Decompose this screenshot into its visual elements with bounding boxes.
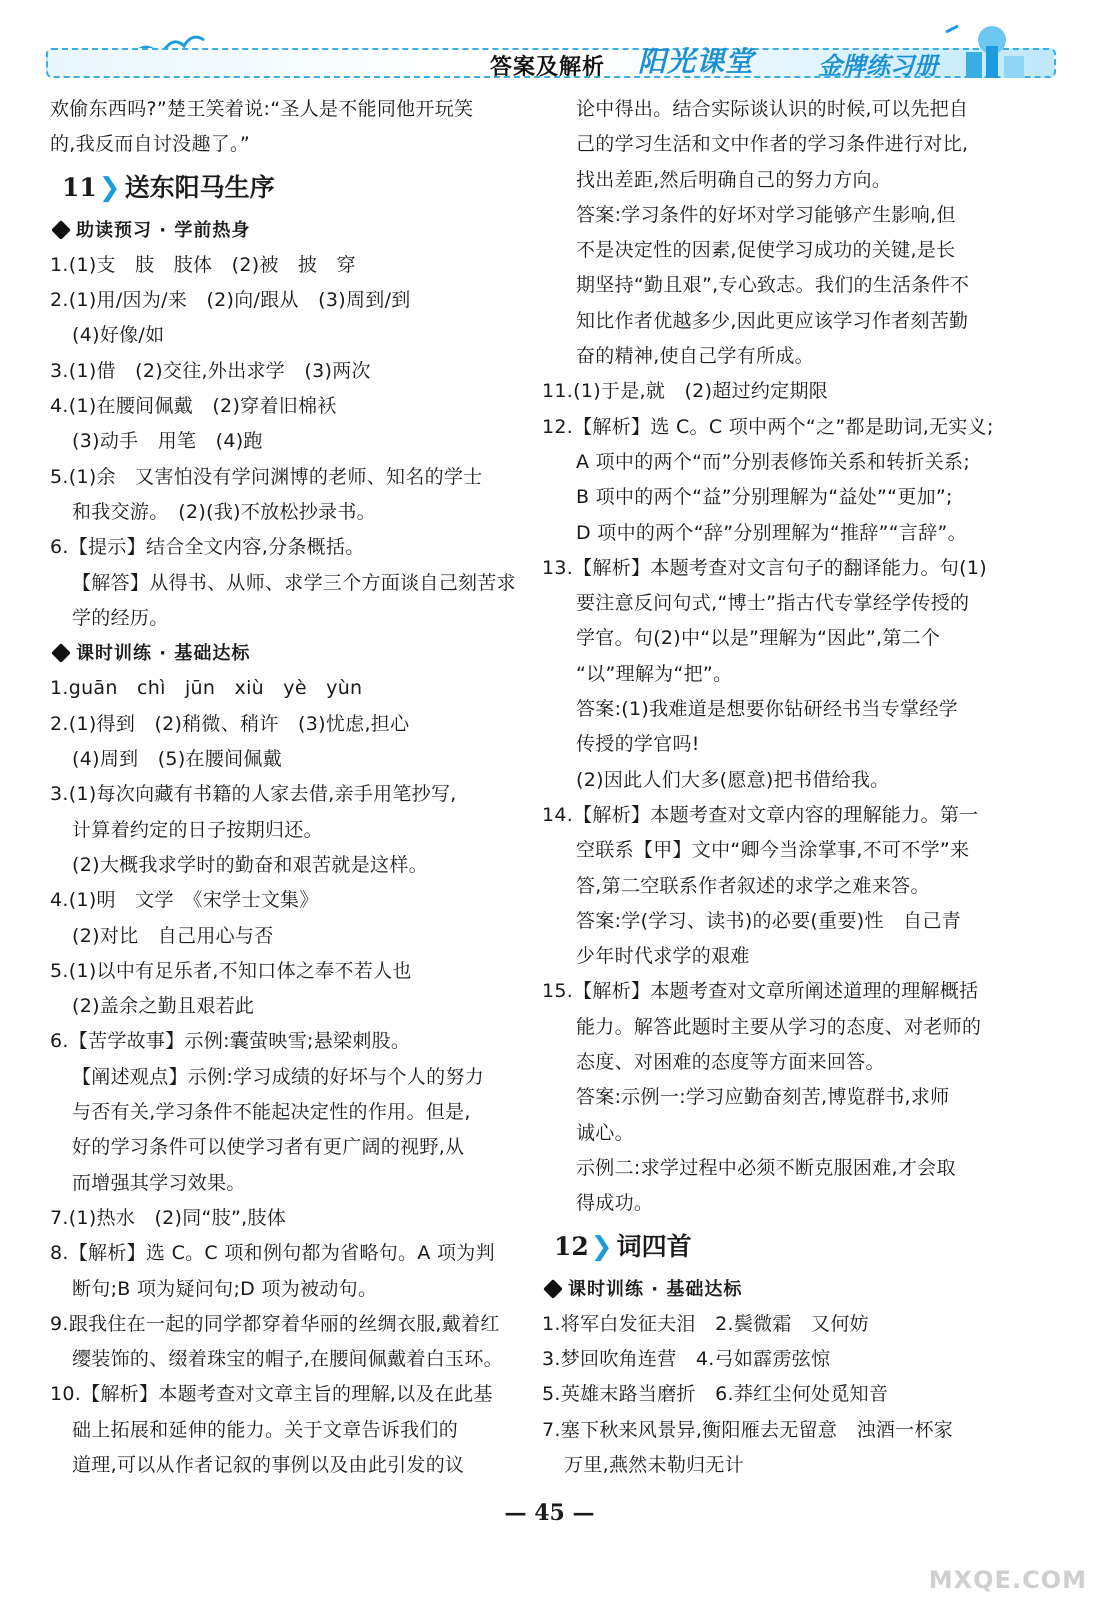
- section-number: 12: [554, 1231, 589, 1261]
- text-line: 3.(1)借 (2)交往,外出求学 (3)两次: [50, 359, 371, 382]
- diamond-bullet-icon: [543, 1279, 563, 1299]
- text-line: 与否有关,学习条件不能起决定性的作用。但是,: [72, 1101, 471, 1124]
- text-line: 空联系【甲】文中“卿今当涂掌事,不可不学”来: [576, 839, 970, 862]
- text-line: 3.梦回吹角连营 4.弓如霹雳弦惊: [542, 1348, 831, 1371]
- text-line: 不是决定性的因素,促使学习成功的关键,是长: [576, 239, 956, 262]
- text-line: 示例二:求学过程中必须不断克服困难,才会取: [576, 1156, 956, 1179]
- diamond-bullet-icon: [51, 643, 71, 663]
- text-line: 奋的精神,使自己学有所成。: [576, 345, 814, 368]
- watermark: MXQE.COM: [928, 1566, 1087, 1594]
- subsection-heading: [50, 636, 520, 671]
- text-line: 和我交游。 (2)(我)不放松抄录书。: [72, 500, 376, 523]
- text-line: 得成功。: [576, 1192, 654, 1215]
- text-line: 道理,可以从作者记叙的事例以及由此引发的议: [72, 1453, 465, 1476]
- text-line: “以”理解为“把”。: [576, 662, 733, 685]
- text-line: 知比作者优越多少,因此更应该学习作者刻苦勤: [576, 309, 969, 332]
- text-line: 己的学习生活和文中作者的学习条件进行对比,: [576, 133, 969, 156]
- text-line: 断句;B 项为疑问句;D 项为被动句。: [72, 1277, 378, 1300]
- subsection-heading: [50, 213, 520, 248]
- text-line: 的,我反而自讨没趣了。”: [50, 133, 250, 156]
- text-line: 要注意反问句式,“博士”指古代专掌经学传授的: [576, 592, 970, 615]
- text-line: 11.(1)于是,就 (2)超过约定期限: [542, 380, 829, 403]
- text-line: 论中得出。结合实际谈认识的时候,可以先把自: [576, 98, 969, 120]
- text-line: 诚心。: [576, 1121, 634, 1144]
- text-line: (4)好像/如: [72, 324, 165, 347]
- text-line: (4)周到 (5)在腰间佩戴: [72, 748, 283, 771]
- text-line: 欢偷东西吗?”楚王笑着说:“圣人是不能同他开玩笑: [50, 98, 474, 120]
- text-line: 7.(1)热水 (2)同“肢”,肢体: [50, 1206, 287, 1229]
- text-line: 7.塞下秋来风景异,衡阳雁去无留意 浊酒一杯家: [542, 1418, 954, 1441]
- subsection-heading-text: 助读预习 · 学前热身: [76, 219, 251, 241]
- text-line: 5.(1)余 又害怕没有学问渊博的老师、知名的学士: [50, 465, 483, 488]
- header-brand-sub: 金牌练习册: [818, 52, 938, 80]
- text-line: 计算着约定的日子按期归还。: [72, 818, 323, 841]
- text-line: D 项中的两个“辞”分别理解为“推辞”“言辞”。: [576, 521, 967, 544]
- text-line: 13.【解析】本题考查对文言句子的翻译能力。句(1): [542, 556, 987, 579]
- left-column: [50, 92, 520, 1483]
- diamond-bullet-icon: [51, 220, 71, 240]
- globe-deco-icon: [936, 22, 1056, 82]
- subsection-heading: [542, 1272, 1020, 1307]
- header-label: 答案及解析: [490, 55, 606, 80]
- text-line: 答案:(1)我难道是想要你钻研经书当专掌经学: [576, 698, 958, 721]
- text-line: 【阐述观点】示例:学习成绩的好坏与个人的努力: [72, 1065, 485, 1088]
- subsection-heading-text: 课时训练 · 基础达标: [76, 643, 251, 665]
- text-line: 4.(1)在腰间佩戴 (2)穿着旧棉袄: [50, 395, 337, 418]
- text-line: B 项中的两个“益”分别理解为“益处”“更加”;: [576, 486, 953, 509]
- text-line: 9.跟我住在一起的同学都穿着华丽的丝绸衣服,戴着红: [50, 1312, 500, 1335]
- text-line: 1.将军白发征夫泪 2.鬓微霜 又何妨: [542, 1312, 869, 1335]
- text-line: 态度、对困难的态度等方面来回答。: [576, 1051, 885, 1074]
- section-number: 11: [62, 172, 97, 202]
- text-line: 14.【解析】本题考查对文章内容的理解能力。第一: [542, 803, 979, 826]
- text-line: 础上拓展和延伸的能力。关于文章告诉我们的: [72, 1418, 459, 1441]
- text-line: 4.(1)明 文学 《宋学士文集》: [50, 889, 319, 912]
- text-line: 1.(1)支 肢 肢体 (2)被 披 穿: [50, 253, 356, 276]
- text-line: 期坚持“勤且艰”,专心致志。我们的生活条件不: [576, 274, 970, 297]
- right-column: [542, 92, 1020, 1483]
- text-line: 12.【解析】选 C。C 项中两个“之”都是助词,无实义;: [542, 415, 994, 438]
- text-line: 传授的学官吗!: [576, 733, 700, 756]
- section-title: [50, 163, 520, 213]
- text-line: 10.【解析】本题考查对文章主旨的理解,以及在此基: [50, 1383, 493, 1406]
- text-line: 答,第二空联系作者叙述的求学之难来答。: [576, 874, 930, 897]
- text-line: 3.(1)每次向藏有书籍的人家去借,亲手用笔抄写,: [50, 783, 457, 806]
- text-line: 能力。解答此题时主要从学习的态度、对老师的: [576, 1015, 982, 1038]
- page-header: [46, 22, 1056, 84]
- text-line: (2)盖余之勤且艰若此: [72, 995, 255, 1018]
- section-title-text: 词四首: [616, 1231, 692, 1261]
- text-line: 6.【提示】结合全文内容,分条概括。: [50, 536, 365, 559]
- text-line: 答案:学(学习、读书)的必要(重要)性 自己青: [576, 909, 961, 932]
- text-line: 缨装饰的、缀着珠宝的帽子,在腰间佩戴着白玉环。: [72, 1348, 503, 1371]
- page-number: — 45 —: [504, 1500, 595, 1526]
- text-line: 答案:学习条件的好坏对学习能够产生影响,但: [576, 203, 956, 226]
- text-line: 少年时代求学的艰难: [576, 945, 750, 968]
- text-line: (2)对比 自己用心与否: [72, 924, 274, 947]
- text-line: 学的经历。: [72, 606, 169, 629]
- text-line: 5.(1)以中有足乐者,不知口体之奉不若人也: [50, 959, 412, 982]
- section-title: [542, 1222, 1020, 1272]
- text-line: 5.英雄末路当磨折 6.莽红尘何处觅知音: [542, 1383, 889, 1406]
- text-line: 2.(1)用/因为/来 (2)向/跟从 (3)周到/到: [50, 289, 411, 312]
- text-line: 而增强其学习效果。: [72, 1171, 246, 1194]
- section-title-text: 送东阳马生序: [124, 172, 275, 202]
- text-line: 【解答】从得书、从师、求学三个方面谈自己刻苦求: [72, 571, 516, 594]
- text-line: (3)动手 用笔 (4)跑: [72, 430, 263, 453]
- text-line: 万里,燕然未勒归无计: [564, 1453, 745, 1476]
- text-line: 好的学习条件可以使学习者有更广阔的视野,从: [72, 1136, 465, 1159]
- text-line: 找出差距,然后明确自己的努力方向。: [576, 168, 892, 191]
- text-line: 答案:示例一:学习应勤奋刻苦,博览群书,求师: [576, 1086, 950, 1109]
- text-line: 8.【解析】选 C。C 项和例句都为省略句。A 项为判: [50, 1242, 495, 1265]
- text-line: 6.【苦学故事】示例:囊萤映雪;悬梁刺股。: [50, 1030, 411, 1053]
- chevron-right-icon: ❯: [98, 172, 121, 203]
- text-line: 2.(1)得到 (2)稍微、稍许 (3)忧虑,担心: [50, 712, 410, 735]
- header-brand: 阳光课堂: [638, 45, 755, 78]
- text-line: 15.【解析】本题考查对文章所阐述道理的理解概括: [542, 980, 979, 1003]
- text-line: A 项中的两个“而”分别表修饰关系和转折关系;: [576, 450, 971, 473]
- text-line: 学官。句(2)中“以是”理解为“因此”,第二个: [576, 627, 941, 650]
- text-line: (2)大概我求学时的勤奋和艰苦就是这样。: [72, 853, 428, 876]
- text-line: 1.guān chì jūn xiù yè yùn: [50, 677, 363, 700]
- subsection-heading-text: 课时训练 · 基础达标: [568, 1278, 743, 1300]
- chevron-right-icon: ❯: [590, 1231, 613, 1262]
- text-line: (2)因此人们大多(愿意)把书借给我。: [576, 768, 890, 791]
